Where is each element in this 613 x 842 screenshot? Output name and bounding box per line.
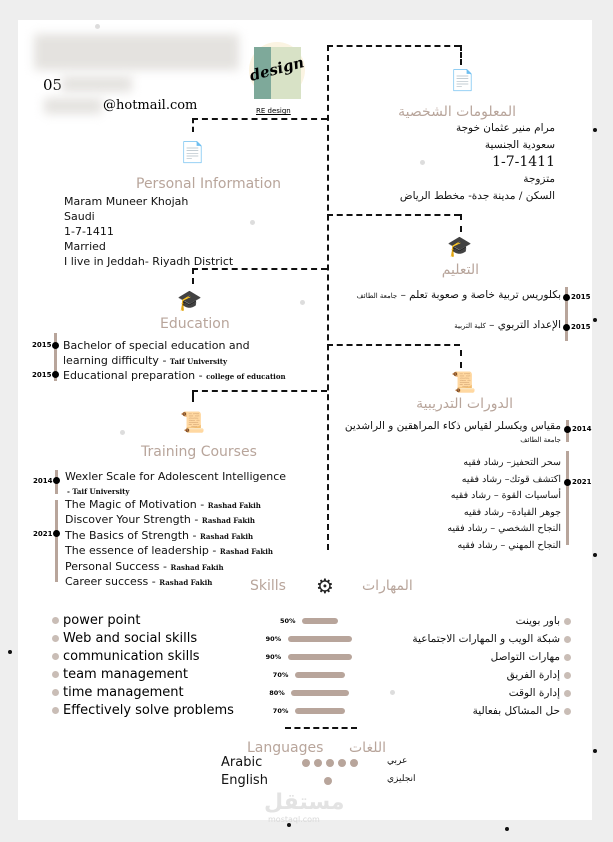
connector bbox=[192, 118, 194, 132]
marital-status: Married bbox=[64, 240, 106, 253]
education-item-ar bbox=[357, 289, 561, 301]
logo-caption: RE design bbox=[256, 107, 291, 115]
skill-name-ar: مهارات التواصل bbox=[490, 651, 560, 663]
skill-level-bar bbox=[295, 708, 345, 714]
nationality-ar: سعودية الجنسية bbox=[484, 139, 555, 151]
institution: Taif University bbox=[169, 356, 228, 366]
connector bbox=[192, 268, 194, 284]
connector bbox=[460, 45, 462, 65]
timeline-dot bbox=[564, 426, 571, 433]
logo-text: design bbox=[247, 53, 306, 85]
skill-level-bar bbox=[295, 672, 345, 678]
bullet-icon bbox=[564, 708, 571, 715]
skill-name-ar: إدارة الوقت bbox=[508, 687, 560, 699]
year-label: 2014 bbox=[33, 477, 53, 485]
skill-percent: 80% bbox=[269, 689, 285, 697]
speckle bbox=[593, 553, 597, 557]
training-list-ar bbox=[447, 455, 561, 554]
skill-level-bar bbox=[291, 690, 349, 696]
connector bbox=[192, 390, 194, 402]
skill-level-bar bbox=[288, 654, 353, 660]
connector bbox=[192, 390, 327, 392]
skill-name-ar: شبكة الويب و المهارات الاجتماعية bbox=[412, 633, 560, 645]
skills-list-ar bbox=[412, 612, 575, 720]
connector bbox=[327, 45, 460, 47]
certificate-icon: 📜 bbox=[451, 370, 476, 394]
course bbox=[65, 529, 286, 545]
timeline-dot bbox=[53, 477, 60, 484]
personal-info-list-ar bbox=[400, 120, 555, 205]
timeline-dot bbox=[563, 324, 570, 331]
full-name: Maram Muneer Khojah bbox=[64, 195, 189, 208]
proficiency-dot bbox=[338, 759, 346, 767]
speckle bbox=[95, 24, 100, 29]
timeline-dot bbox=[53, 530, 60, 537]
connector bbox=[285, 727, 357, 729]
connector bbox=[192, 118, 327, 120]
training-list bbox=[65, 470, 286, 591]
course bbox=[65, 560, 286, 576]
skill-item-ar bbox=[412, 630, 575, 648]
redacted-name bbox=[34, 34, 239, 70]
marital-status-ar: متزوجة bbox=[523, 173, 555, 185]
phone-prefix: 05 bbox=[43, 76, 63, 94]
skill-item-ar bbox=[412, 702, 575, 720]
language-name-ar: عربي bbox=[387, 756, 408, 766]
personal-info-title-ar: المعلومات الشخصية bbox=[398, 104, 516, 120]
course-ar: النجاح الشخصي – رشاد فقيه bbox=[447, 523, 561, 534]
bullet-icon bbox=[52, 635, 59, 642]
skills-title: Skills bbox=[250, 578, 286, 594]
skill-item bbox=[48, 684, 234, 702]
languages-title: Languages bbox=[247, 740, 324, 756]
skill-name: communication skills bbox=[63, 649, 200, 664]
gear-wrench-icon: ⚙ bbox=[316, 574, 334, 598]
timeline-dot bbox=[52, 342, 59, 349]
course-provider: Rashad Fakih bbox=[170, 562, 224, 572]
proficiency-dot bbox=[324, 777, 332, 785]
skill-level-bar bbox=[302, 618, 338, 624]
redacted-email bbox=[44, 98, 102, 114]
course-provider: Rashad Fakih bbox=[199, 531, 254, 541]
bullet-icon bbox=[564, 654, 571, 661]
skill-item bbox=[48, 702, 234, 720]
timeline bbox=[55, 500, 58, 582]
course-provider: Rashad Fakih bbox=[201, 516, 255, 525]
course bbox=[65, 513, 286, 529]
proficiency-dot bbox=[302, 759, 310, 767]
year-label: 2014 bbox=[572, 425, 592, 433]
speckle bbox=[300, 300, 305, 305]
course-provider-ar: جامعة الطائف bbox=[520, 436, 561, 444]
personal-info-title: Personal Information bbox=[136, 176, 282, 192]
course-name: The essence of leadership - bbox=[65, 544, 220, 557]
course-ar: مقياس ويكسلر لقياس ذكاء المراهقين و الراشدين bbox=[344, 420, 561, 432]
degree: بكلوريس تربية خاصة و صعوبة تعلم – bbox=[397, 289, 561, 301]
bullet-icon bbox=[564, 618, 571, 625]
skill-name-ar: إدارة الفريق bbox=[506, 669, 560, 681]
year-label: 2021 bbox=[33, 530, 53, 538]
course bbox=[65, 498, 286, 514]
connector bbox=[460, 214, 462, 232]
bullet-icon bbox=[564, 636, 571, 643]
skill-item-ar bbox=[412, 666, 575, 684]
connector bbox=[327, 344, 460, 346]
speckle bbox=[250, 220, 255, 225]
bullet-icon bbox=[52, 671, 59, 678]
course-provider: Rashad Fakih bbox=[159, 578, 213, 587]
bullet-icon bbox=[52, 689, 59, 696]
skill-percent: 90% bbox=[265, 635, 282, 643]
course-name: The Magic of Motivation - bbox=[65, 497, 208, 511]
certificate-icon: 📜 bbox=[180, 410, 205, 434]
year-label: 2015 bbox=[32, 371, 52, 379]
course-ar: اكتشف قوتك– رشاد فقيه bbox=[461, 473, 561, 485]
language-name: Arabic bbox=[221, 755, 263, 770]
residence: I live in Jeddah- Riyadh District bbox=[64, 255, 234, 268]
graduation-cap-icon: 🎓 bbox=[177, 288, 202, 312]
education-item bbox=[63, 369, 286, 385]
course bbox=[65, 544, 286, 560]
speckle bbox=[8, 650, 12, 654]
skill-percent: 90% bbox=[265, 653, 282, 661]
degree: learning difficulty - bbox=[63, 353, 170, 367]
course-ar: النجاح المهني – رشاد فقيه bbox=[457, 539, 561, 551]
connector bbox=[327, 214, 460, 216]
bullet-icon bbox=[564, 672, 571, 679]
id-card-icon: 📄 bbox=[180, 140, 205, 164]
course-name: Career success - bbox=[65, 575, 160, 588]
speckle bbox=[593, 318, 597, 322]
skill-item bbox=[48, 648, 234, 666]
skill-name: team management bbox=[63, 667, 188, 682]
connector bbox=[460, 350, 462, 368]
skill-level-bar bbox=[288, 636, 353, 642]
year-label: 2021 bbox=[572, 478, 592, 486]
education-title-ar: التعليم bbox=[441, 262, 479, 278]
skill-name: Effectively solve problems bbox=[63, 703, 234, 718]
course-name: Discover Your Strength - bbox=[65, 513, 202, 526]
nationality: Saudi bbox=[64, 210, 95, 223]
email-suffix: @hotmail.com bbox=[103, 98, 198, 113]
timeline-dot bbox=[564, 479, 571, 486]
skill-item-ar bbox=[412, 612, 575, 630]
timeline-dot bbox=[563, 294, 570, 301]
degree: Educational preparation - bbox=[63, 369, 207, 382]
skill-item bbox=[48, 630, 234, 648]
education-title: Education bbox=[160, 316, 230, 332]
speckle bbox=[593, 128, 597, 132]
logo bbox=[249, 42, 307, 100]
skill-name: power point bbox=[63, 613, 141, 628]
id-card-icon: 📄 bbox=[450, 68, 475, 92]
course-ar: سحر التحفيز– رشاد فقيه bbox=[463, 457, 561, 468]
language-name: English bbox=[221, 773, 268, 788]
redacted-phone bbox=[62, 76, 132, 92]
education-item: Bachelor of special education and bbox=[63, 339, 250, 352]
course-ar: جوهر القيادة– رشاد فقيه bbox=[463, 506, 561, 518]
speckle bbox=[390, 690, 395, 695]
year-label: 2015 bbox=[571, 323, 591, 331]
skill-item bbox=[48, 666, 234, 684]
bullet-icon bbox=[564, 690, 571, 697]
course-provider: Rashad Fakih bbox=[207, 500, 261, 510]
institution: كلية التربية bbox=[454, 322, 486, 330]
personal-info-list bbox=[64, 194, 233, 269]
skill-name: time management bbox=[63, 685, 184, 700]
bullet-icon bbox=[52, 653, 59, 660]
speckle bbox=[120, 430, 125, 435]
watermark: مستقل bbox=[264, 790, 345, 815]
skill-percent: 70% bbox=[272, 671, 289, 679]
residence-ar: السكن / مدينة جدة- مخطط الرياض bbox=[399, 190, 555, 202]
bullet-icon bbox=[52, 707, 59, 714]
proficiency-dot bbox=[314, 759, 322, 767]
bullet-icon bbox=[52, 617, 59, 624]
education-list bbox=[63, 339, 286, 385]
institution: جامعة الطائف bbox=[356, 292, 398, 300]
skill-percent: 50% bbox=[280, 617, 296, 625]
training-title: Training Courses bbox=[141, 444, 257, 460]
course-name: The Basics of Strength - bbox=[65, 528, 200, 542]
education-item bbox=[63, 354, 286, 370]
institution: college of education bbox=[206, 372, 286, 381]
skill-percent: 70% bbox=[272, 707, 289, 715]
timeline-dot bbox=[52, 371, 59, 378]
course-provider: Rashad Fakih bbox=[219, 547, 274, 556]
course-name: Personal Success - bbox=[65, 559, 171, 573]
degree: الإعداد التربوي – bbox=[485, 319, 561, 331]
course-ar: أساسيات القوة – رشاد فقيه bbox=[450, 490, 561, 501]
birth-date-ar: 1-7-1411 bbox=[492, 154, 555, 170]
proficiency-dot bbox=[326, 759, 334, 767]
education-item-ar bbox=[454, 319, 561, 331]
course: Wexler Scale for Adolescent Intelligence bbox=[65, 470, 287, 483]
full-name-ar: مرام منير عثمان خوجة bbox=[455, 122, 555, 134]
skills-title-ar: المهارات bbox=[362, 578, 413, 594]
languages-title-ar: اللغات bbox=[349, 740, 386, 756]
skill-name-ar: باور بوينت bbox=[515, 615, 560, 627]
skill-item bbox=[48, 612, 234, 630]
speckle bbox=[593, 749, 597, 753]
graduation-cap-icon: 🎓 bbox=[447, 234, 472, 258]
language-name-ar: انجليزي bbox=[387, 774, 416, 784]
course-provider: - Taif University bbox=[67, 486, 130, 496]
skill-item-ar bbox=[412, 684, 575, 702]
skills-list bbox=[48, 612, 234, 720]
watermark-url: mostaql.com bbox=[268, 815, 320, 824]
skill-name-ar: حل المشاكل بفعالية bbox=[472, 705, 560, 717]
birth-date: 1-7-1411 bbox=[64, 225, 114, 238]
speckle bbox=[505, 827, 509, 831]
skill-name: Web and social skills bbox=[63, 631, 198, 646]
training-title-ar: الدورات التدريبية bbox=[416, 396, 513, 412]
skill-item-ar bbox=[412, 648, 575, 666]
proficiency-dot bbox=[350, 759, 358, 767]
year-label: 2015 bbox=[32, 341, 52, 349]
timeline bbox=[566, 451, 569, 545]
connector bbox=[327, 45, 329, 550]
year-label: 2015 bbox=[571, 293, 591, 301]
